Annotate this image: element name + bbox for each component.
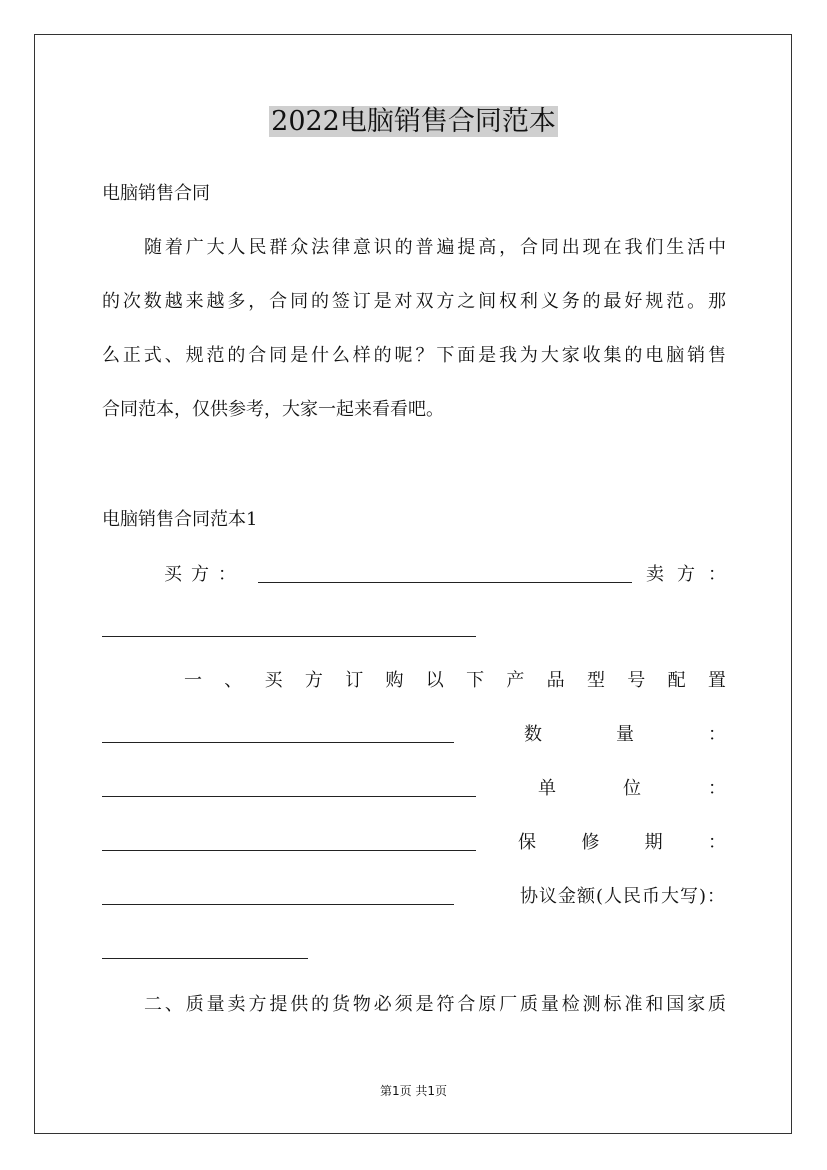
clause1-line — [102, 666, 726, 696]
seller-row — [102, 614, 726, 644]
intro-line-3: 么正式、规范的合同是什么样的呢？下面是我为大家收集的电脑销售 — [102, 345, 726, 366]
seller-label: 卖 方 ： — [646, 564, 726, 585]
warranty-label: 保 修 期 ： — [518, 832, 726, 853]
page-footer: 第1页 共1页 — [379, 1084, 448, 1098]
intro-line-1: 随着广大人民群众法律意识的普遍提高，合同出现在我们生活中 — [144, 237, 726, 258]
section1-title: 电脑销售合同范本1 — [102, 509, 258, 530]
amount-blank[interactable] — [102, 936, 308, 959]
model-quantity-row — [102, 720, 726, 750]
amount-label: 协议金额(人民币大写)： — [519, 886, 726, 907]
subtitle: 电脑销售合同 — [102, 183, 210, 204]
intro-line-2: 的次数越来越多，合同的签订是对双方之间权利义务的最好规范。那 — [102, 291, 726, 312]
buyer-label: 买 方 ： — [164, 564, 236, 585]
unit-blank[interactable] — [102, 828, 476, 851]
unit-warranty-row — [102, 828, 726, 858]
seller-blank[interactable] — [102, 614, 476, 637]
clause1-text: 一 、 买 方 订 购 以 下 产 品 型 号 配 置 — [184, 670, 726, 691]
intro-line-4: 合同范本，仅供参考，大家一起来看看吧。 — [102, 399, 444, 420]
quantity-unit-row — [102, 774, 726, 804]
buyer-seller-row — [102, 560, 726, 590]
quantity-blank[interactable] — [102, 774, 476, 797]
title-text: 2022电脑销售合同范本 — [271, 106, 556, 137]
warranty-blank[interactable] — [102, 882, 454, 905]
warranty-amount-row — [102, 882, 726, 912]
clause2-line: 二、质量卖方提供的货物必须是符合原厂质量检测标准和国家质 — [144, 994, 726, 1015]
quantity-label: 数 量 ： — [524, 724, 726, 745]
unit-label: 单 位 ： — [538, 778, 726, 799]
buyer-blank[interactable] — [258, 560, 632, 583]
document-title — [0, 102, 827, 142]
amount-row — [102, 936, 726, 966]
model-config-blank[interactable] — [102, 720, 454, 743]
